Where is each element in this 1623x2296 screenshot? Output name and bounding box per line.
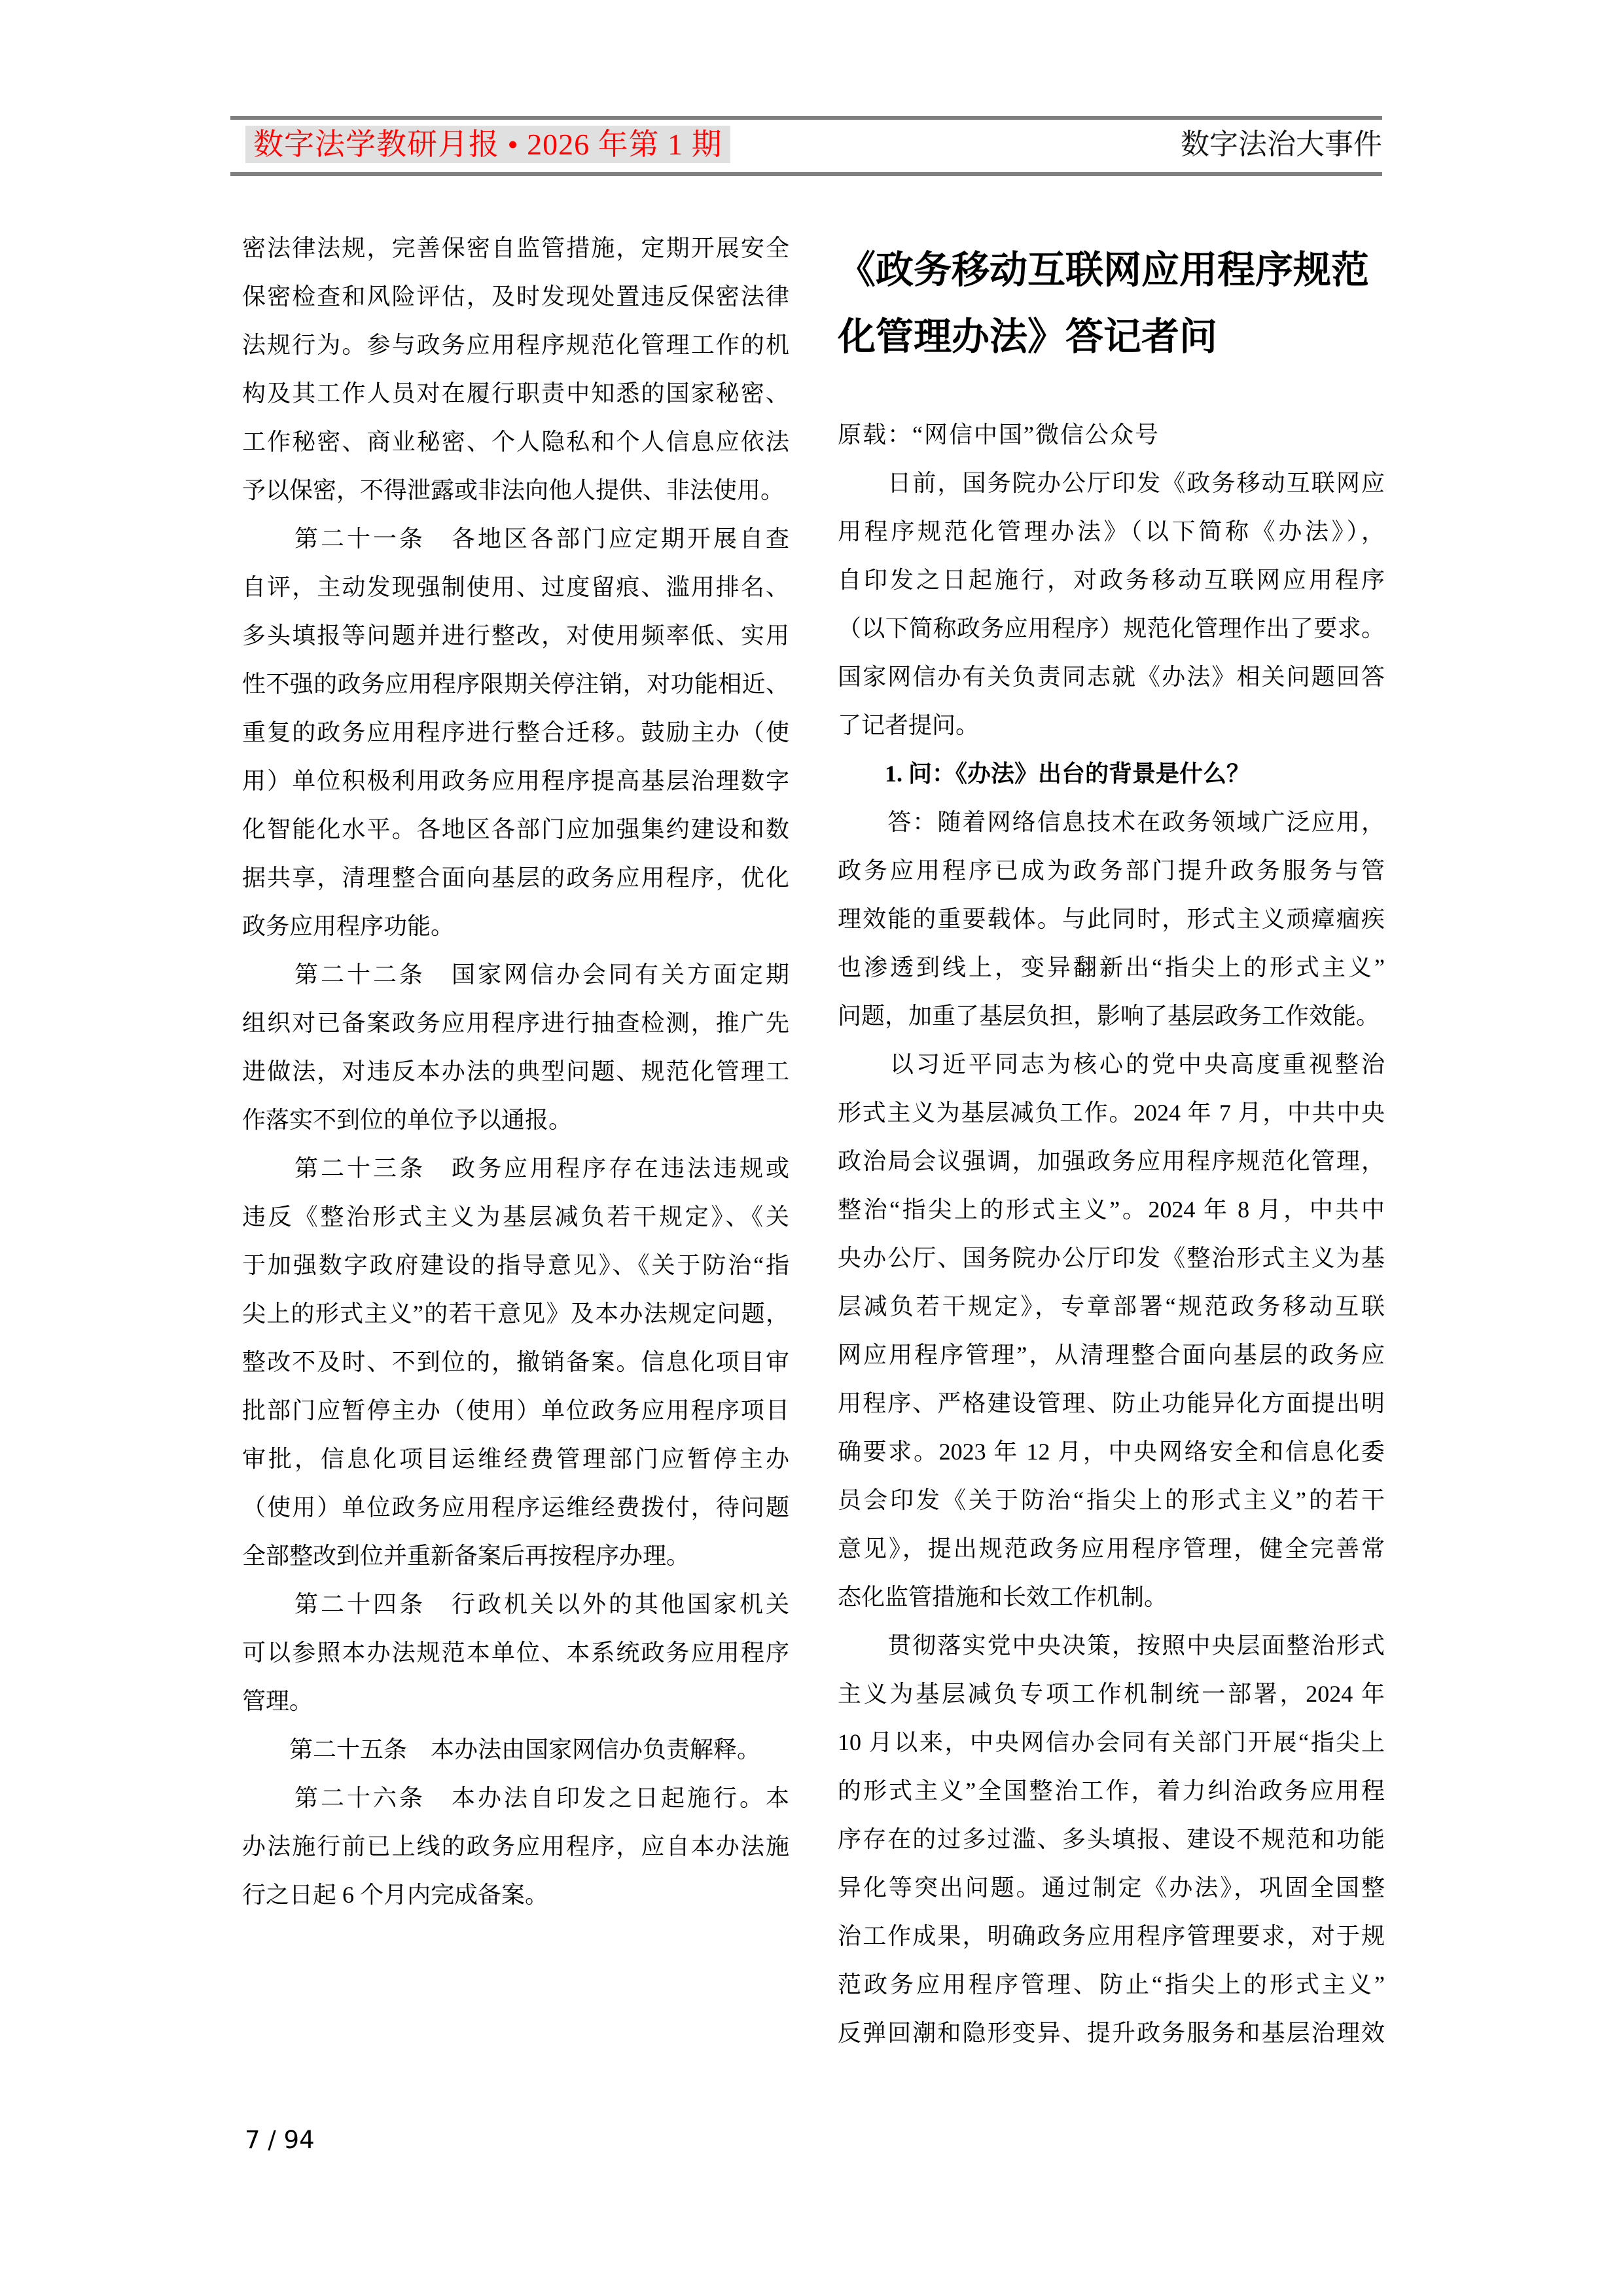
article-title <box>838 224 1385 370</box>
text-line: 行之日起 6 个月内完成备案。 <box>242 1882 549 1908</box>
text-line: 态化监管措施和长效工作机制。 <box>838 1584 1168 1610</box>
text-line: 国家网信办有关负责同志就《办法》相关问题回答 <box>838 664 1385 690</box>
text-line: 用程序规范化管理办法》（以下简称《办法》）， <box>838 518 1385 545</box>
text-line: 反弹回潮和隐形变异、提升政务服务和基层治理效 <box>838 2020 1385 2046</box>
text-line: 自印发之日起施行，对政务移动互联网应用程序 <box>838 567 1385 593</box>
text-line: 政务应用程序功能。 <box>242 913 455 939</box>
right-column-body <box>838 459 1385 2057</box>
text-line: 用）单位积极利用政务应用程序提高基层治理数字 <box>242 768 789 794</box>
text-line: 批部门应暂停主办（使用）单位政务应用程序项目 <box>242 1397 789 1424</box>
right-column <box>838 224 1385 2057</box>
text-line: 化智能化水平。各地区各部门应加强集约建设和数 <box>242 816 789 842</box>
text-line: 答：随着网络信息技术在政务领域广泛应用， <box>838 809 1385 835</box>
text-line: 序存在的过多过滥、多头填报、建设不规范和功能 <box>838 1826 1385 1852</box>
text-line: 异化等突出问题。通过制定《办法》，巩固全国整 <box>838 1874 1385 1901</box>
text-line: 构及其工作人员对在履行职责中知悉的国家秘密、 <box>242 380 789 406</box>
text-line: 据共享，清理整合面向基层的政务应用程序，优化 <box>242 865 789 891</box>
text-line: 性不强的政务应用程序限期关停注销，对功能相近、 <box>242 671 789 697</box>
text-line: 进做法，对违反本办法的典型问题、规范化管理工 <box>242 1058 789 1085</box>
text-line: 理效能的重要载体。与此同时，形式主义顽瘴痼疾 <box>838 906 1385 932</box>
text-line: 密法律法规，完善保密自监管措施，定期开展安全 <box>242 235 789 261</box>
text-line: 多头填报等问题并进行整改，对使用频率低、实用 <box>242 622 789 649</box>
text-line: 政务应用程序已成为政务部门提升政务服务与管 <box>838 857 1385 884</box>
text-line: 日前，国务院办公厅印发《政务移动互联网应 <box>838 470 1385 496</box>
text-line: 《政务移动互联网应用程序规范 <box>838 249 1370 291</box>
text-line: （使用）单位政务应用程序运维经费拨付，待问题 <box>242 1494 789 1520</box>
header-rule-bottom <box>230 172 1382 176</box>
text-line: 了记者提问。 <box>838 712 980 738</box>
text-line: 予以保密，不得泄露或非法向他人提供、非法使用。 <box>242 477 785 503</box>
text-line: 第二十四条 行政机关以外的其他国家机关 <box>242 1591 789 1617</box>
text-line: 10 月以来，中央网信办会同有关部门开展“指尖上 <box>838 1729 1385 1755</box>
text-line: 范政务应用程序管理、防止“指尖上的形式主义” <box>838 1971 1385 1998</box>
page-number: 7 / 94 <box>245 2126 315 2154</box>
text-line: 全部整改到位并重新备案后再按程序办理。 <box>242 1543 690 1569</box>
text-line: 第二十一条 各地区各部门应定期开展自查 <box>242 526 789 552</box>
text-line: 用程序、严格建设管理、防止功能异化方面提出明 <box>838 1390 1385 1416</box>
section-title: 数字法治大事件 <box>1181 128 1382 160</box>
header-rule-top <box>230 116 1382 120</box>
text-line: 第二十二条 国家网信办会同有关方面定期 <box>242 961 789 988</box>
text-line: 于加强数字政府建设的指导意见》、《关于防治“指 <box>242 1252 789 1278</box>
text-line: 员会印发《关于防治“指尖上的形式主义”的若干 <box>838 1487 1385 1513</box>
text-line: 法规行为。参与政务应用程序规范化管理工作的机 <box>242 332 789 358</box>
text-line: 自评，主动发现强制使用、过度留痕、滥用排名、 <box>242 574 789 600</box>
text-line: 化管理办法》答记者问 <box>838 315 1218 358</box>
text-line: 可以参照本办法规范本单位、本系统政务应用程序 <box>242 1640 789 1666</box>
text-line: 意见》，提出规范政务应用程序管理，健全完善常 <box>838 1535 1385 1562</box>
left-column <box>242 224 789 1919</box>
question-heading-line: 1. 问：《办法》出台的背景是什么？ <box>838 761 1251 787</box>
text-line: 尖上的形式主义”的若干意见》及本办法规定问题， <box>242 1300 789 1327</box>
text-line: 工作秘密、商业秘密、个人隐私和个人信息应依法 <box>242 429 789 455</box>
text-line: 主义为基层减负专项工作机制统一部署，2024 年 <box>838 1681 1385 1707</box>
text-line: 也渗透到线上，变异翻新出“指尖上的形式主义” <box>838 954 1385 980</box>
text-line: 第二十三条 政务应用程序存在违法违规或 <box>242 1155 789 1181</box>
text-line: 第二十六条 本办法自印发之日起施行。本 <box>242 1785 789 1811</box>
text-line: 管理。 <box>242 1688 313 1714</box>
text-line: 保密检查和风险评估，及时发现处置违反保密法律 <box>242 283 789 310</box>
text-line: 形式主义为基层减负工作。2024 年 7 月，中共中央 <box>838 1100 1385 1126</box>
text-line: 整治“指尖上的形式主义”。2024 年 8 月，中共中 <box>838 1196 1385 1223</box>
text-line: 重复的政务应用程序进行整合迁移。鼓励主办（使 <box>242 719 789 745</box>
source-line: 原载：“网信中国”微信公众号 <box>838 422 1160 448</box>
text-line: 治工作成果，明确政务应用程序管理要求，对于规 <box>838 1923 1385 1949</box>
text-line: 作落实不到位的单位予以通报。 <box>242 1107 573 1133</box>
text-line: 央办公厅、国务院办公厅印发《整治形式主义为基 <box>838 1245 1385 1271</box>
text-line: 贯彻落实党中央决策，按照中央层面整治形式 <box>838 1632 1385 1659</box>
text-line: 的形式主义”全国整治工作，着力纠治政务应用程 <box>838 1778 1385 1804</box>
text-line: 网应用程序管理”，从清理整合面向基层的政务应 <box>838 1342 1385 1368</box>
text-line: 办法施行前已上线的政务应用程序，应自本办法施 <box>242 1833 789 1859</box>
text-line: 确要求。2023 年 12 月，中央网络安全和信息化委 <box>838 1439 1385 1465</box>
journal-title: 数字法学教研月报 • 2026 年第 1 期 <box>245 126 730 163</box>
text-line: 层减负若干规定》，专章部署“规范政务移动互联 <box>838 1293 1385 1319</box>
text-line: 组织对已备案政务应用程序进行抽查检测，推广先 <box>242 1010 789 1036</box>
text-line: 以习近平同志为核心的党中央高度重视整治 <box>838 1051 1385 1077</box>
text-line: 问题，加重了基层负担，影响了基层政务工作效能。 <box>838 1003 1380 1029</box>
text-line: 违反《整治形式主义为基层减负若干规定》、《关 <box>242 1204 789 1230</box>
text-line: 审批，信息化项目运维经费管理部门应暂停主办 <box>242 1446 789 1472</box>
text-line: （以下简称政务应用程序）规范化管理作出了要求。 <box>838 615 1385 641</box>
text-line: 第二十五条 本办法由国家网信办负责解释。 <box>242 1736 761 1763</box>
text-line: 整改不及时、不到位的，撤销备案。信息化项目审 <box>242 1349 789 1375</box>
text-line: 政治局会议强调，加强政务应用程序规范化管理， <box>838 1148 1385 1174</box>
